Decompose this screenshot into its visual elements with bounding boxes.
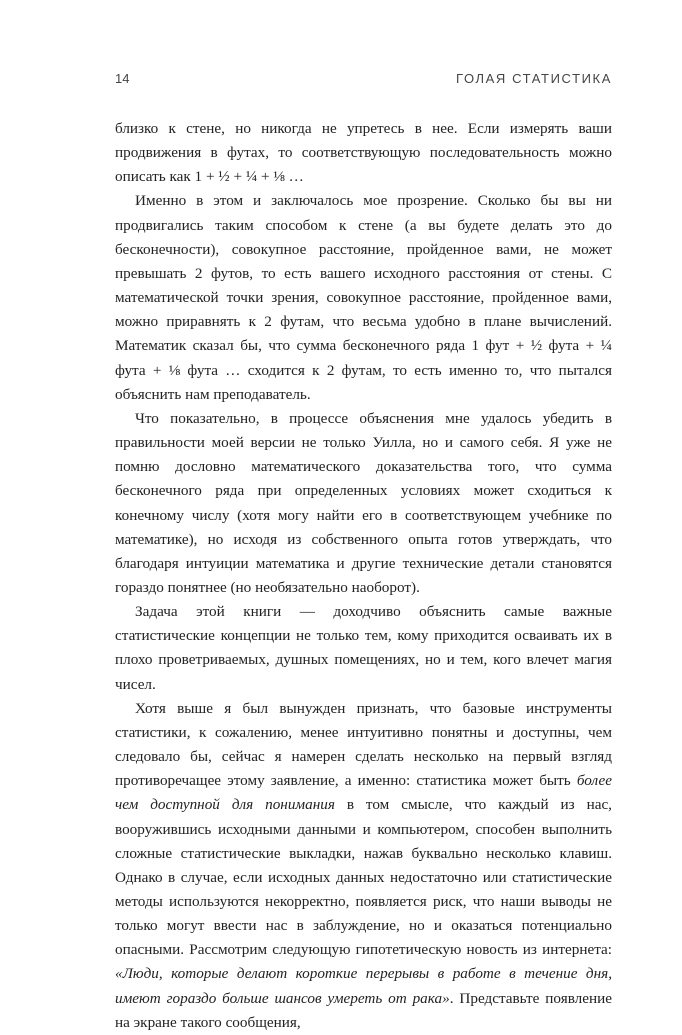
emphasis-accessible: более чем доступной для понимания (115, 772, 612, 814)
paragraph-1 (115, 117, 612, 189)
paragraph-5-text-b: в том смысле, что каждый из нас, вооружившись исходными данными и компьютером, способен выполнить сложные статистические выкладки, нажав буквально несколько клавиш. Однако в случае, если исходных данных недостаточно или статистические методы используются некорректно, появляется риск, что наши выводы не только могут ввести нас в заблуждение, но и оказаться потенциально опасными. Рассмотрим следующую гипотетическую новость из интернета: (115, 796, 612, 959)
paragraph-1-text: близко к стене, но никогда не упретесь в нее. Если измерять ваши продвижения в футах, то соответствующую последовательность можно описать как 1 + ½ + ¼ + ⅛ … (115, 120, 612, 186)
body-text (115, 117, 612, 1035)
paragraph-5-text-a: Хотя выше я был вынужден признать, что базовые инструменты статистики, к сожалению, менее интуитивно понятны и доступны, чем следовало бы, сейчас я намерен сделать несколько на первый взгляд противоречащее этому заявление, а именно: статистика может быть (115, 699, 612, 790)
paragraph-5 (115, 697, 612, 1035)
page-number: 14 (115, 71, 130, 86)
emphasis-quote: «Люди, которые делают короткие перерывы в работе в течение дня, имеют гораздо больше шансов умереть от рака» (115, 965, 612, 1007)
paragraph-3 (115, 407, 612, 600)
paragraph-4 (115, 600, 612, 697)
running-title: ГОЛАЯ СТАТИСТИКА (456, 71, 612, 86)
paragraph-3-text: Что показательно, в процессе объяснения мне удалось убедить в правильности моей версии не только Уилла, но и самого себя. Я уже не помню дословно математического доказательства того, что сумма бесконечного ряда при определенных условиях может сходиться к конечному числу (хотя могу найти его в соответствующем учебнике по математике), но исходя из собственного опыта готов утверждать, что благодаря интуиции математика и другие технические детали становятся гораздо понятнее (но необязательно наоборот). (115, 409, 612, 596)
paragraph-5-text-c: . Представьте появление на экране такого сообщения, (115, 989, 612, 1031)
paragraph-2-text: Именно в этом и заключалось мое прозрение. Сколько бы вы ни продвигались таким способом к стене (а вы будете делать это до бесконечности), совокупное расстояние, пройденное вами, не может превышать 2 футов, то есть вашего исходного расстояния от стены. С математической точки зрения, совокупное расстояние, пройденное вами, можно приравнять к 2 футам, что весьма удобно в плане вычислений. Математик сказал бы, что сумма бесконечного ряда 1 фут + ½ фута + ¼ фута + ⅛ фута … сходится к 2 футам, то есть именно то, что пытался объяснить нам преподаватель. (115, 192, 612, 403)
page-header (115, 71, 612, 95)
paragraph-2 (115, 189, 612, 406)
paragraph-4-text: Задача этой книги — доходчиво объяснить самые важные статистические концепции не только тем, кому приходится осваивать их в плохо проветриваемых, душных помещениях, но и тем, кого влечет магия чисел. (115, 603, 612, 693)
